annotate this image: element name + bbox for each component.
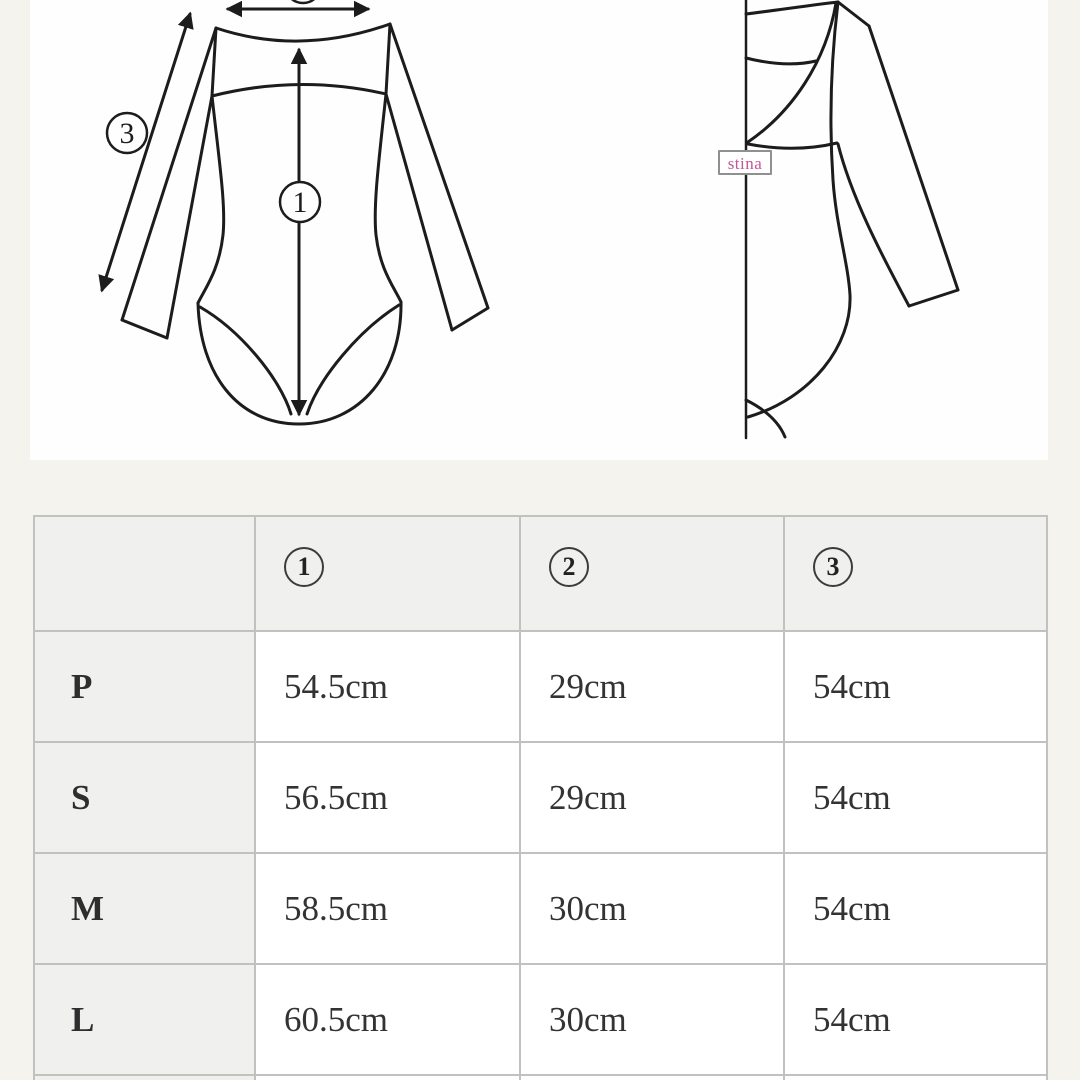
front-view-outline xyxy=(119,24,488,424)
size-chart-table xyxy=(33,515,1048,1080)
size-label-l: L xyxy=(71,999,95,1039)
table-row-p xyxy=(34,631,1047,742)
table-header-row xyxy=(34,516,1047,631)
size-label-m: M xyxy=(71,888,105,928)
header-cell-3 xyxy=(784,516,1047,631)
value-m-1: 58.5cm xyxy=(284,888,389,928)
value-s-2: 29cm xyxy=(549,777,627,817)
value-s-1: 56.5cm xyxy=(284,777,389,817)
side-view-outline xyxy=(746,0,958,438)
value-p-1: 54.5cm xyxy=(284,666,389,706)
leotard-measurement-diagram xyxy=(30,0,1048,460)
size-label-s: S xyxy=(71,777,91,817)
table-row-clipped xyxy=(34,1075,1047,1080)
value-l-3: 54cm xyxy=(813,999,891,1039)
header-cell-1 xyxy=(255,516,520,631)
table-row-l xyxy=(34,964,1047,1075)
header-cell-empty xyxy=(34,516,255,631)
value-p-2: 29cm xyxy=(549,666,627,706)
value-l-2: 30cm xyxy=(549,999,627,1039)
value-m-2: 30cm xyxy=(549,888,627,928)
value-l-1: 60.5cm xyxy=(284,999,389,1039)
size-label-p: P xyxy=(71,666,93,706)
table-row-s xyxy=(34,742,1047,853)
circled-number-2: 2 xyxy=(549,547,589,587)
circled-number-1: 1 xyxy=(284,547,324,587)
circled-2-clipped xyxy=(285,0,321,3)
circled-number-3: 3 xyxy=(813,547,853,587)
value-m-3: 54cm xyxy=(813,888,891,928)
table-row-m xyxy=(34,853,1047,964)
product-diagram-panel xyxy=(30,0,1048,460)
circled-3-number: 3 xyxy=(119,117,135,150)
circled-1-number: 1 xyxy=(292,186,308,219)
measure-arrow-top-width xyxy=(228,0,368,9)
value-s-3: 54cm xyxy=(813,777,891,817)
header-cell-2 xyxy=(520,516,784,631)
brand-tag-text: stina xyxy=(727,154,763,173)
value-p-3: 54cm xyxy=(813,666,891,706)
